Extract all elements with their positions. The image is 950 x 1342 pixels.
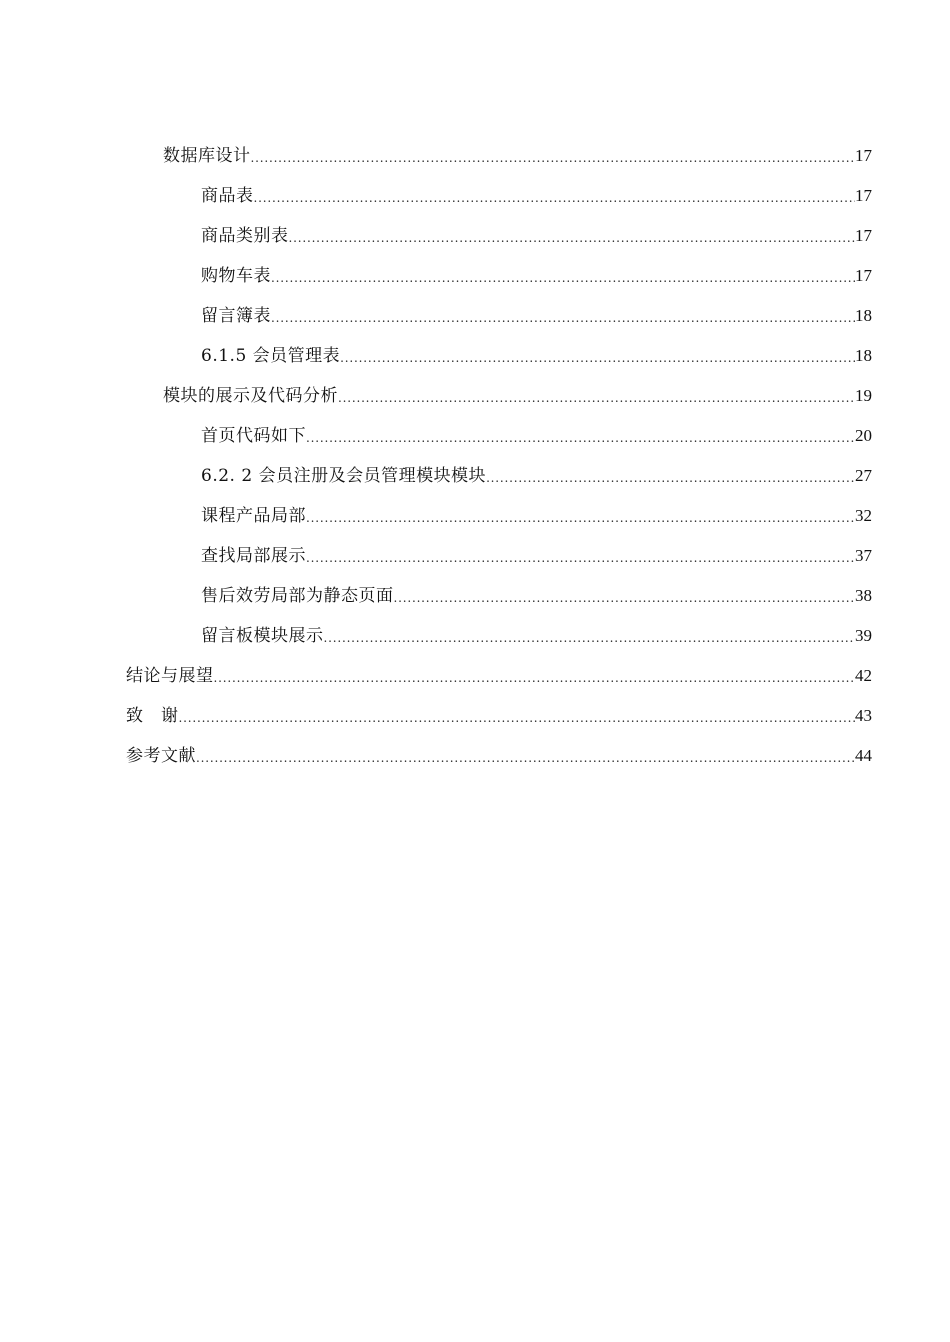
toc-entry-page: 17 — [855, 266, 872, 285]
toc-entry — [201, 216, 872, 256]
toc-entry-page: 39 — [855, 626, 872, 645]
toc-entry-title: 课程产品局部 — [201, 506, 306, 526]
toc-entry-title: 数据库设计 — [163, 146, 251, 166]
toc-entry-title: 首页代码如下 — [201, 426, 306, 446]
toc-entry-page: 42 — [855, 666, 872, 685]
toc-dot-leader — [338, 376, 855, 416]
toc-entry — [201, 256, 872, 296]
toc-dot-leader — [394, 576, 856, 616]
toc-entry-title: 结论与展望 — [126, 666, 214, 686]
toc-entry-title: 商品类别表 — [201, 226, 289, 246]
toc-dot-leader — [289, 216, 856, 256]
toc-entry — [201, 176, 872, 216]
toc-entry — [201, 416, 872, 456]
toc-entry-page: 20 — [855, 426, 872, 445]
toc-entry — [201, 296, 872, 336]
toc-entry — [201, 456, 872, 496]
toc-dot-leader — [306, 496, 855, 536]
toc-entry-title: 致 谢 — [126, 706, 179, 726]
toc-dot-leader — [340, 336, 855, 376]
toc-dot-leader — [196, 736, 855, 776]
toc-entry-page: 37 — [855, 546, 872, 565]
toc-entry-title: 购物车表 — [201, 266, 271, 286]
toc-entry-page: 17 — [855, 186, 872, 205]
toc-dot-leader — [179, 696, 856, 736]
toc-entry-page: 43 — [855, 706, 872, 725]
toc-entry — [163, 136, 872, 176]
toc-entry — [163, 376, 872, 416]
toc-entry-page: 27 — [855, 466, 872, 485]
toc-entry-page: 38 — [855, 586, 872, 605]
toc-dot-leader — [306, 416, 855, 456]
toc-entry-page: 17 — [855, 226, 872, 245]
toc-entry — [126, 736, 872, 776]
toc-dot-leader — [306, 536, 855, 576]
toc-dot-leader — [251, 136, 856, 176]
toc-dot-leader — [254, 176, 856, 216]
toc-entry-title: 售后效劳局部为静态页面 — [201, 586, 394, 606]
toc-entry-title: 模块的展示及代码分析 — [163, 386, 338, 406]
toc-dot-leader — [486, 456, 855, 496]
toc-entry-page: 19 — [855, 386, 872, 405]
toc-entry-title: 6.2. 2 会员注册及会员管理模块模块 — [201, 466, 487, 486]
toc-entry-title: 查找局部展示 — [201, 546, 306, 566]
toc-entry-title: 留言簿表 — [201, 306, 271, 326]
toc-entry-page: 17 — [855, 146, 872, 165]
toc-entry — [126, 696, 872, 736]
toc-entry — [201, 576, 872, 616]
toc-entry-page: 44 — [855, 746, 872, 765]
toc-entry-title: 6.1.5 会员管理表 — [201, 346, 341, 366]
toc-dot-leader — [214, 656, 856, 696]
toc-dot-leader — [324, 616, 856, 656]
toc-dot-leader — [271, 256, 855, 296]
toc-entry-page: 18 — [855, 346, 872, 365]
toc-entry-title: 留言板模块展示 — [201, 626, 324, 646]
toc-entry-title: 参考文献 — [126, 746, 196, 766]
toc-entry-title: 商品表 — [201, 186, 254, 206]
toc-entry — [201, 536, 872, 576]
toc-dot-leader — [271, 296, 855, 336]
toc-entry — [201, 616, 872, 656]
toc-entry — [126, 656, 872, 696]
toc-entry — [201, 336, 872, 376]
toc-entry-page: 18 — [855, 306, 872, 325]
toc-entry — [201, 496, 872, 536]
toc-entry-page: 32 — [855, 506, 872, 525]
